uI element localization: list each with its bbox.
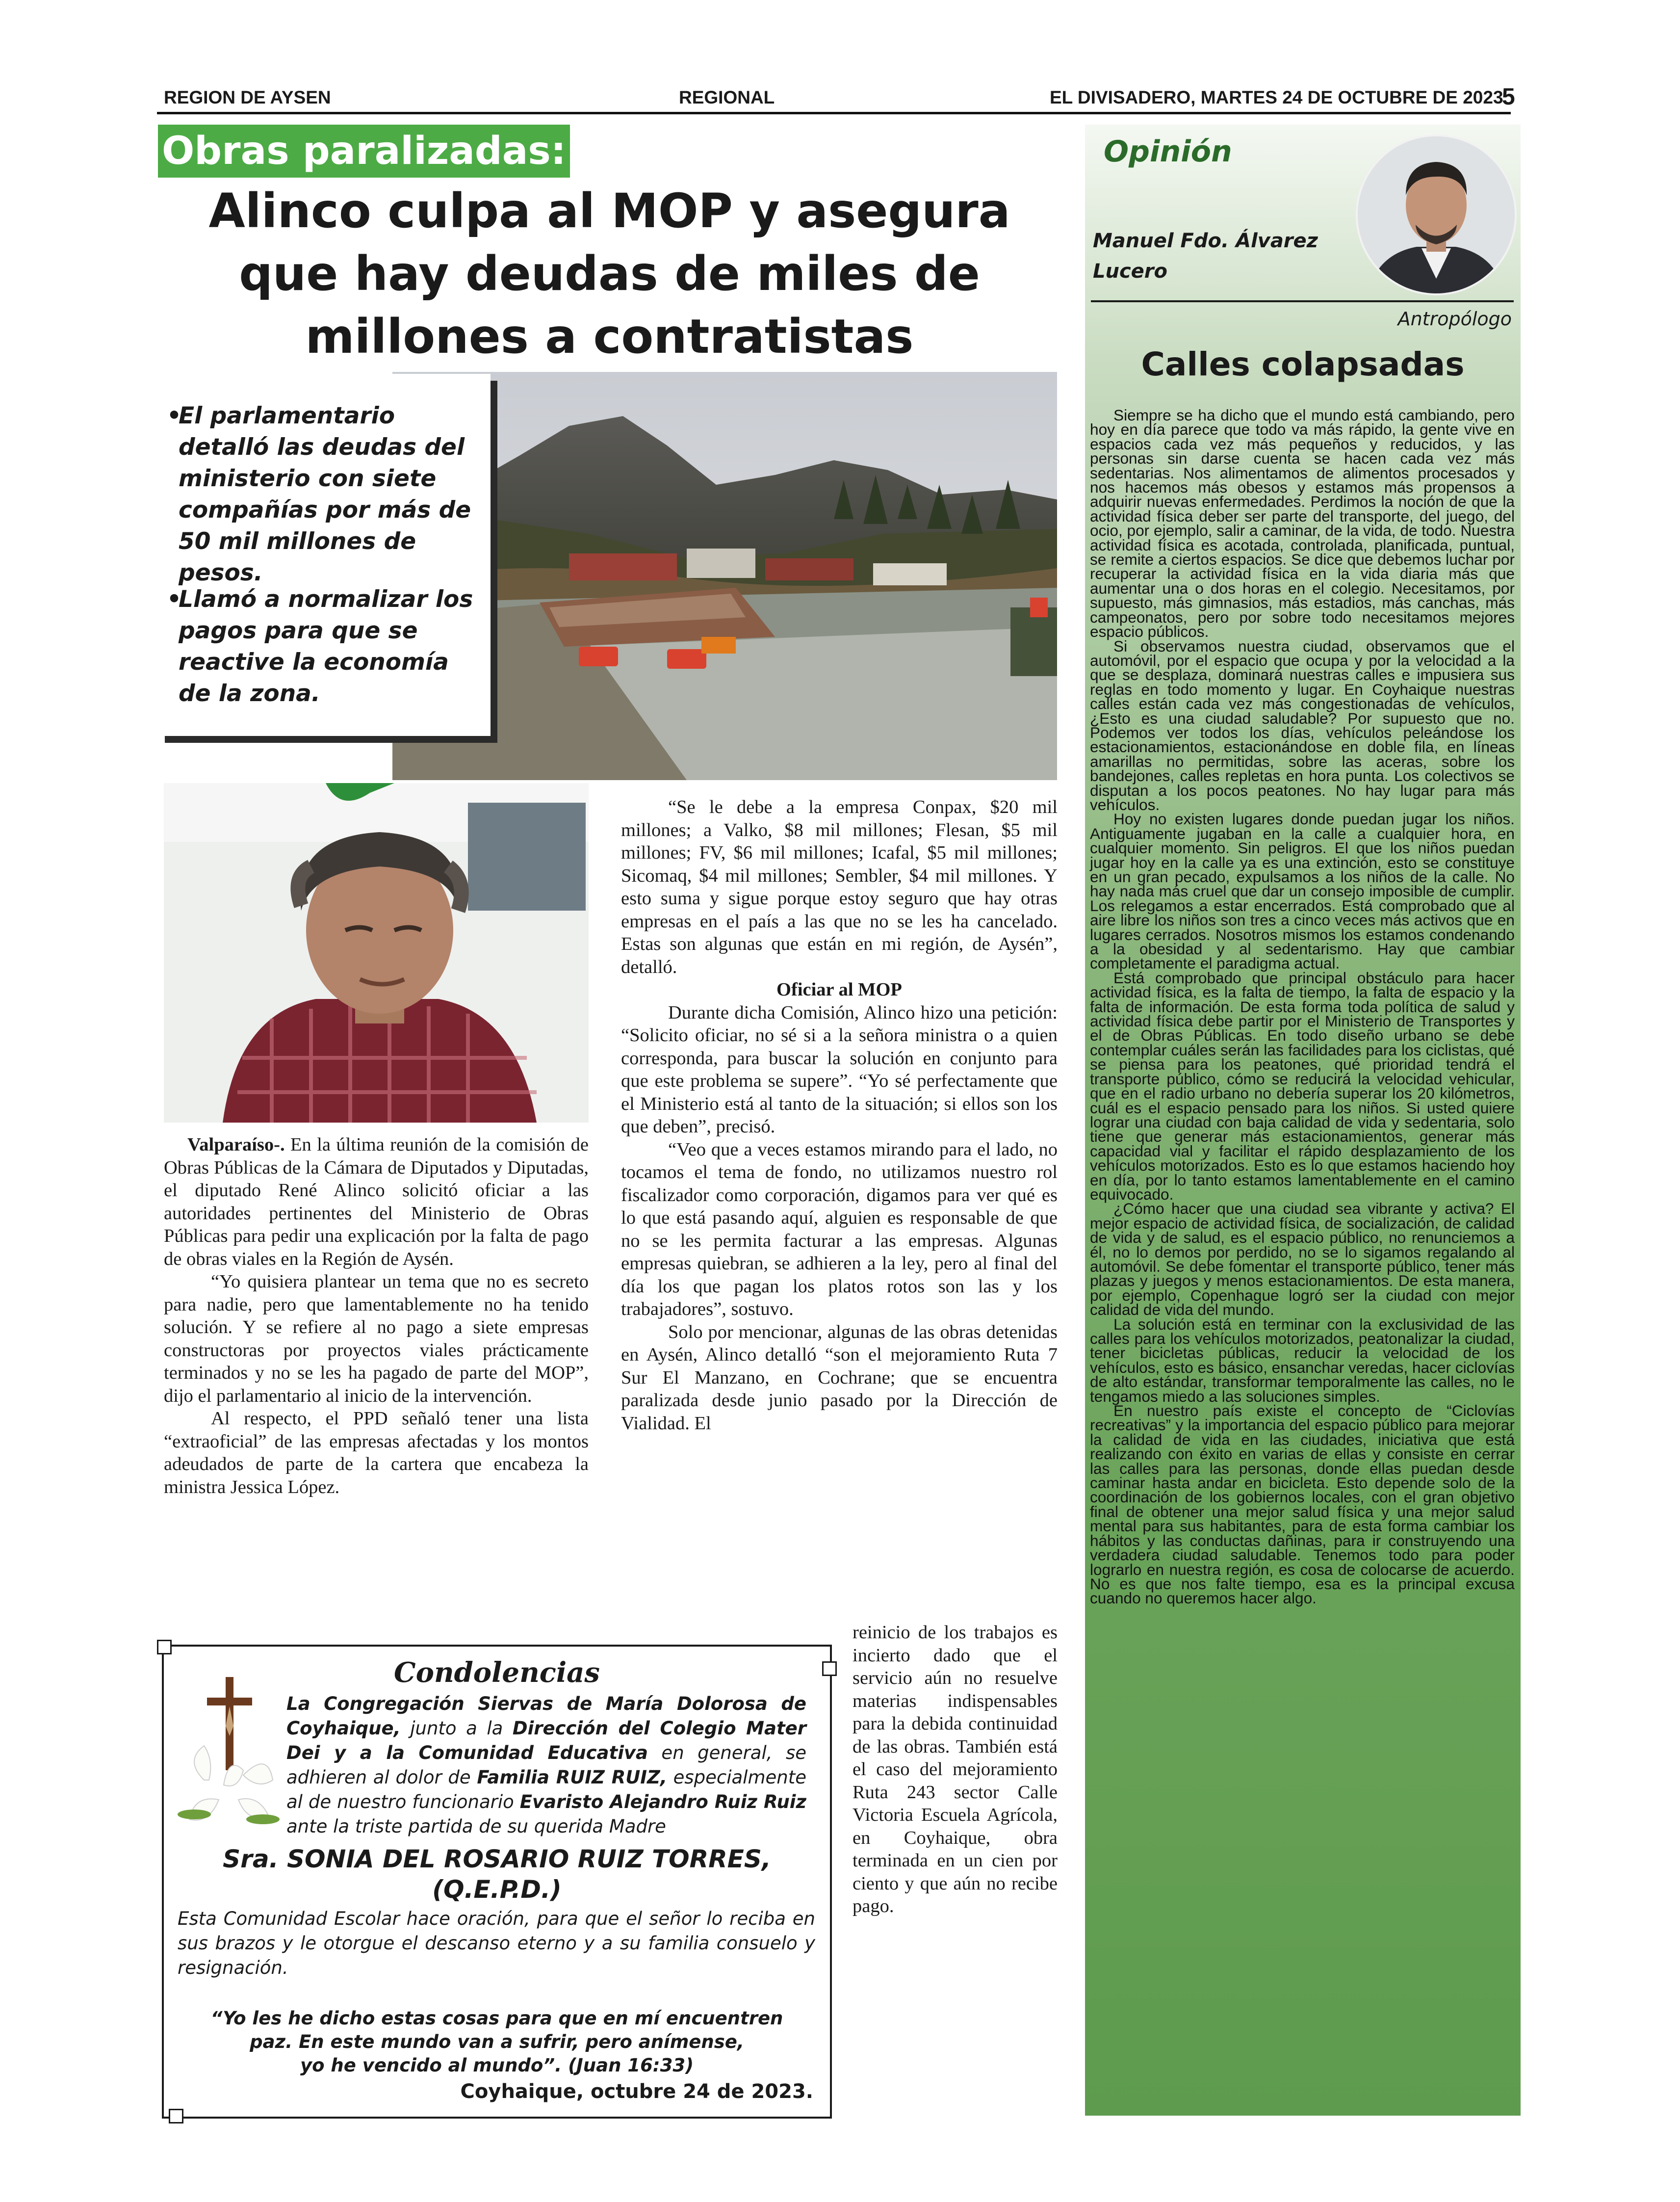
- page-number: 5: [1502, 84, 1515, 110]
- article-dateline: Valparaíso-.: [187, 1134, 285, 1155]
- quote-line: “Yo les he dicho estas cosas para que en mí encuentren: [210, 2008, 783, 2029]
- deceased-name: [164, 1844, 830, 1905]
- paragraph: Está comprobado que principal obstáculo para hacer actividad física, es la falta de tiempo, la falta de espacio y la falta de información. De esta forma toda política de salud y actividad física debe partir por el Ministerio de Transportes y el de Obras Públicas. En todo diseño urbano se debe contemplar cuáles serán las facilidades para los ciclistas, qué se piensa para los peatones, qué prioridad tendrá el transporte público, cómo se reducirá la velocidad vehicular, que en el radio urbano no debería superar los 20 kilómetros, cuál es el espacio pensado para los niños. Si usted quiere lograr una ciudad con baja calidad de vida y sedentaria, solo tiene que generar más estacionamientos, generar más capacidad vial y facilitar el rápido desplazamiento de los vehículos motorizados. Esto es lo que estamos haciendo hoy en día, por lo tanto estamos lamentablemente en el camino equivocado.: [1090, 969, 1515, 1203]
- highlight-text: El parlamentario detalló las deudas del ministerio con siete compañías por más de 50 mil millones de pesos.: [179, 402, 471, 586]
- message-text: ante la triste partida de su querida Madre: [286, 1816, 666, 1837]
- title-line: millones a contratistas: [305, 309, 914, 364]
- lily-cross-icon: [175, 1672, 283, 1829]
- paragraph: Si observamos nuestra ciudad, observamos que el automóvil, por el espacio que ocupa y por la velocidad a la que se desplaza, dominará nuestras calles e impusiera sus reglas en todo momento y lugar. En Coyhaique nuestras calles están cada vez más congestionadas de vehículos, ¿Esto es una ciudad saludable? Por supuesto que no. Podemos ver todos los días, vehículos peleándose los estacionamientos, estacionándose en doble fila, en líneas amarillas no permitidas, sobre las aceras, sobre los bandejones, calles repletas en hora punta. Los colectivos se disputan a los pocos peatones. No hay lugar para más vehículos.: [1090, 637, 1515, 813]
- subheading: Oficiar al MOP: [776, 979, 902, 1000]
- quote-line: yo he vencido al mundo”. (Juan 16:33): [300, 2055, 694, 2076]
- author-role: Antropólogo: [1397, 308, 1512, 330]
- paragraph: [164, 1133, 589, 1270]
- frame-corner: [169, 2109, 183, 2123]
- employee-name: Evaristo Alejandro Ruiz Ruiz: [519, 1791, 807, 1812]
- opinion-sidebar: [1085, 125, 1521, 2116]
- highlight-item: [167, 584, 481, 709]
- message-text: especialmente al de nuestro funcionario: [286, 1767, 806, 1812]
- paragraph-text: En la última reunión de la comisión de Obras Públicas de la Cámara de Diputados y Diputadas, el diputado René Alinco solicitó oficiar a las autoridades pertinentes del Ministerio de Obras Públicas para pedir una explicación por la falta de pago de obras viales en la Región de Aysén.: [164, 1134, 589, 1269]
- header-rule: [157, 112, 1511, 114]
- opinion-body: [1090, 408, 1515, 1606]
- author-name: [1093, 226, 1318, 287]
- bible-quote: [164, 2007, 830, 2077]
- paragraph: Al respecto, el PPD señaló tener una lista “extraoficial” de las empresas afectadas y los montos adeudados de parte de la cartera que encabeza la ministra Jessica López.: [164, 1408, 589, 1497]
- bullet-dot: •: [167, 402, 182, 429]
- paragraph: “Yo quisiera plantear un tema que no es secreto para nadie, pero que lamentablemente no ha tenido solución. Y se refiere al no pago a siete empresas constructoras por proyectos viales prácticamente terminados y no se les ha pagado de parte del MOP”, dijo el parlamentario al inicio de la intervención.: [164, 1271, 589, 1406]
- paragraph: Solo por mencionar, algunas de las obras detenidas en Aysén, Alinco detalló “son el mejoramiento Ruta 7 Sur El Manzano, en Cochrane; que se encuentra paralizada desde junio pasado por la Dirección de Vialidad. El: [621, 1321, 1058, 1434]
- deputy-photo: [164, 783, 589, 1123]
- author-line: Manuel Fdo. Álvarez: [1093, 230, 1318, 252]
- paragraph: “Veo que a veces estamos mirando para el lado, no tocamos el tema de fondo, no utilizamos nuestro rol fiscalizador como corporación, digamos para ver qué es lo que está pasando aquí, alguien es responsable de que no se les permita facturar a las empresas. Algunas empresas quiebran, se adhieren a la ley, pero al final del día los que pagan los platos rotos son las y los trabajadores”, sostuvo.: [621, 1139, 1058, 1319]
- paragraph: Hoy no existen lugares donde puedan jugar los niños. Antiguamente jugaban en la calle a cualquier hora, en cualquier momento. Sin peligros. El que los niños puedan jugar hoy en la calle ya es una extinción, esto se constituye en un gran pecado, expulsamos a los niños de la calle. No hay nada más cruel que dar un consejo imposible de cumplir. Los relegamos a estar encerrados. Está comprobado que al aire libre los niños son tres a cinco veces más activos que en lugares cerrados. Nosotros mismos los estamos condenando a la obesidad y al sedentarismo. Hay que cambiar completamente el paradigma actual.: [1090, 810, 1515, 972]
- paragraph: Durante dicha Comisión, Alinco hizo una petición: “Solicito oficiar, no sé si a la señora ministra o a quien corresponda, para buscar la solución en conjunto para que este problema se supere”. “Yo sé perfectamente que el Ministerio está al tanto de la situación; si ellos son los que deben”, precisó.: [621, 1002, 1058, 1137]
- congregation-name: La Congregación Siervas de María Dolorosa de Coyhaique,: [286, 1693, 806, 1739]
- condolences-title: Condolencias: [394, 1656, 600, 1689]
- article-title: [162, 180, 1057, 368]
- article-kicker: Obras paralizadas:: [158, 125, 570, 178]
- opinion-title: Calles colapsadas: [1141, 345, 1465, 383]
- paragraph: La solución está en terminar con la exclusividad de las calles para los vehículos motorizados, peatonalizar la ciudad, tener bicicletas públicas, reducir la velocidad de los vehículos, esto es básico, ensanchar veredas, hacer ciclovías de alto estándar, transformar temporalmente las calles, no le tengamos miedo a las soluciones simples.: [1090, 1315, 1515, 1405]
- author-avatar: [1356, 134, 1517, 295]
- author-line: Lucero: [1093, 260, 1168, 283]
- section-center-label: REGIONAL: [679, 87, 775, 107]
- frame-corner: [157, 1640, 172, 1654]
- quote-line: paz. En este mundo van a sufrir, pero anímense,: [250, 2031, 744, 2052]
- title-line: que hay deudas de miles de: [239, 246, 980, 301]
- prayer-text: Esta Comunidad Escolar hace oración, para que el señor lo reciba en sus brazos y le otorgue el descanso eterno y a su familia consuelo y resignación.: [178, 1908, 815, 1978]
- dateline: EL DIVISADERO, MARTES 24 DE OCTUBRE DE 2023: [1050, 87, 1503, 107]
- message-text: junto a la: [400, 1718, 513, 1739]
- section-label: REGION DE AYSEN: [164, 87, 331, 107]
- bullet-dot: •: [167, 586, 182, 613]
- condolences-message: [286, 1692, 806, 1839]
- paragraph: En nuestro país existe el concepto de “Ciclovías recreativas” y la importancia del espacio público para mejorar la calidad de vida en las ciudades, iniciativa que está realizando con éxito en varias de ellas y consiste en cerrar las calles para las personas, donde ellas puedan desde caminar hasta andar en bicicleta. Esto depende solo de la coordinación de los gobiernos locales, con el gran objetivo final de obtener una mejor salud física y una mejor salud mental para sus habitantes, para de esta forma cambiar los hábitos y las conductas dañinas, para ir construyendo una verdadera ciudad saludable. Tenemos todo para poder lograrlo en nuestra región, es cosa de colocarse de acuerdo. No es que nos falte tiempo, esa es la principal excusa cuando no queremos hacer algo.: [1090, 1402, 1515, 1607]
- highlights-box: [158, 374, 491, 736]
- paragraph: ¿Cómo hacer que una ciudad sea vibrante y activa? El mejor espacio de actividad física, de socialización, de calidad de vida y de salud, es el espacio público, no renunciemos a él, no lo demos por perdido, no se lo sigamos regalando al automóvil. Se debe fomentar el transporte público, tener más plazas y juegos y menos estacionamientos. De esta manera, por ejemplo, Copenhague logró ser la ciudad con mejor calidad de vida del mundo.: [1090, 1200, 1515, 1319]
- school-name: Dirección del Colegio Mater Dei y a la Comunidad Educativa: [286, 1718, 806, 1763]
- condolences-date: Coyhaique, octubre 24 de 2023.: [460, 2080, 813, 2103]
- paragraph: “Se le debe a la empresa Conpax, $20 mil millones; a Valko, $8 mil millones; Flesan, $5 mil millones; FV, $6 mil millones; Icafal, $5 mil millones; Sicomaq, $4 mil millones; Sembler, $4 mil millones. Y esto suma y sigue porque estoy seguro que hay otras empresas en el país a las que no se les ha cancelado. Estas son algunas que están en mi región, de Aysén”, detalló.: [621, 797, 1058, 977]
- condolences-notice: [162, 1645, 832, 2119]
- opinion-label: Opinión: [1104, 134, 1232, 169]
- title-line: Alinco culpa al MOP y asegura: [208, 184, 1010, 238]
- paragraph: reinicio de los trabajos es incierto dado que el servicio aún no resuelve materias indispensables para la debida continuidad de las obras. También está el caso del mejoramiento Ruta 243 sector Calle Victoria Escuela Agrícola, en Coyhaique, obra terminada en un cien por ciento y que aún no recibe pago.: [853, 1622, 1058, 1916]
- paragraph: Siempre se ha dicho que el mundo está cambiando, pero hoy en día parece que todo va más rápido, la gente vive en espacios cada vez más pequeños y reducidos, y las personas sin darse cuenta se hacen cada vez más sedentarias. Nos alimentamos de alimentos procesados y nos hacemos más obesos y estamos más propensos a adquirir nuevas enfermedades. Perdimos la noción de que la actividad física deber ser parte del transporte, del juego, del ocio, por ejemplo, salir a caminar, de la vida, de todo. Nuestra actividad física es acotada, controlada, planificada, puntual, se remite a ciertos espacios. Se dice que debemos luchar por recuperar la actividad física en la vida diaria más que aumentar una o dos horas en el colegio. Necesitamos, por supuesto, más gimnasios, más estadios, más canchas, más campeonatos, pero por sobre todo necesitamos mejores espacio públicos.: [1090, 406, 1515, 641]
- article-column-1: [164, 1133, 589, 1498]
- deceased-name-line: Sra. SONIA DEL ROSARIO RUIZ TORRES,: [223, 1845, 771, 1873]
- family-name: Familia RUIZ RUIZ,: [477, 1767, 667, 1788]
- article-column-2: [621, 796, 1058, 1435]
- qepd-line: (Q.E.P.D.): [432, 1875, 562, 1904]
- road-works-photo: [392, 372, 1057, 780]
- highlight-item: [167, 400, 481, 589]
- article-column-2-continuation: [853, 1621, 1058, 1918]
- highlight-text: Llamó a normalizar los pagos para que se reactive la economía de la zona.: [179, 586, 473, 707]
- sidebar-rule: [1091, 300, 1514, 302]
- message-text: en general, se adhieren al dolor de: [286, 1742, 806, 1788]
